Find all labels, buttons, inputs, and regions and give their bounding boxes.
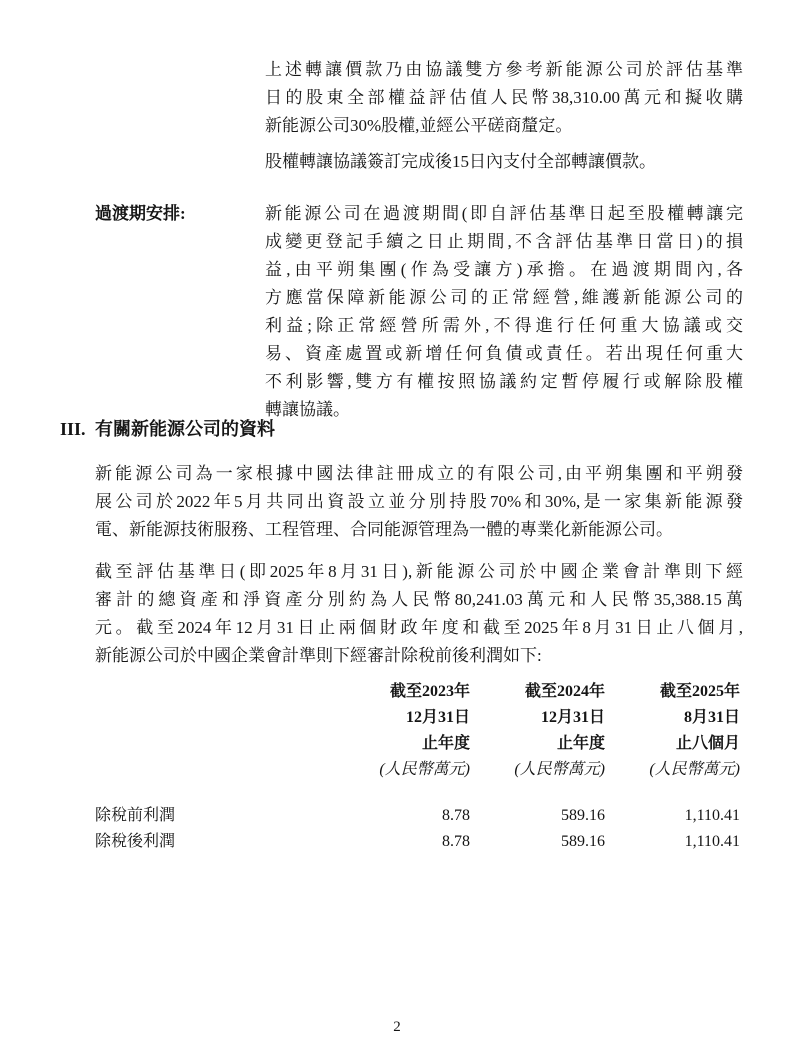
paragraph-line: 益,由平朔集團(作為受讓方)承擔。在過渡期間內,各 <box>265 260 743 279</box>
page-number: 2 <box>393 1019 401 1035</box>
header-line: 12月31日 <box>405 709 470 726</box>
section-title: 有關新能源公司的資料 <box>95 419 275 439</box>
table-row <box>95 803 740 829</box>
header-line: 截至2025年 <box>659 683 740 700</box>
table-header-spacer <box>95 679 335 783</box>
paragraph-line: 新能源公司30%股權,並經公平磋商釐定。 <box>265 116 573 135</box>
header-line: 12月31日 <box>540 709 605 726</box>
header-line: 截至2023年 <box>389 683 470 700</box>
paragraph-line: 股權轉讓協議簽訂完成後15日內支付全部轉讓價款。 <box>265 152 656 171</box>
table-header-2023 <box>335 679 470 783</box>
table-header-row <box>95 679 740 783</box>
header-line: 止年度 <box>421 735 470 752</box>
transition-period-label: 過渡期安排: <box>95 204 186 223</box>
row-value: 589.16 <box>561 807 605 824</box>
profit-table <box>95 679 740 855</box>
transition-period-paragraph <box>265 200 743 424</box>
header-line: 截至2024年 <box>524 683 605 700</box>
paragraph-line: 新能源公司在過渡期間(即自評估基準日起至股權轉讓完 <box>265 204 743 223</box>
header-unit: (人民幣萬元) <box>514 761 605 778</box>
row-label: 除稅後利潤 <box>95 833 176 850</box>
paragraph-line: 展公司於2022年5月共同出資設立並分別持股70%和30%,是一家集新能源發 <box>95 492 743 511</box>
paragraph-line: 轉讓協議。 <box>265 400 350 419</box>
header-unit: (人民幣萬元) <box>379 761 470 778</box>
row-value: 589.16 <box>561 833 605 850</box>
section-heading <box>60 415 275 443</box>
paragraph-line: 方應當保障新能源公司的正常經營,維護新能源公司的 <box>265 288 743 307</box>
header-unit: (人民幣萬元) <box>649 761 740 778</box>
row-value: 1,110.41 <box>684 807 740 824</box>
paragraph-line: 新能源公司於中國企業會計準則下經審計除稅前後利潤如下: <box>95 646 542 665</box>
paragraph-line: 新能源公司為一家根據中國法律註冊成立的有限公司,由平朔集團和平朔發 <box>95 464 743 483</box>
company-description-paragraph <box>95 460 743 544</box>
table-header-2025 <box>605 679 740 783</box>
row-value: 1,110.41 <box>684 833 740 850</box>
paragraph-line: 不利影響,雙方有權按照協議約定暫停履行或解除股權 <box>265 372 743 391</box>
paragraph-line: 易、資產處置或新增任何負債或責任。若出現任何重大 <box>265 344 743 363</box>
paragraph-line: 利益;除正常經營所需外,不得進行任何重大協議或交 <box>265 316 743 335</box>
header-line: 8月31日 <box>683 709 740 726</box>
table-header-2024 <box>470 679 605 783</box>
row-label: 除稅前利潤 <box>95 807 176 824</box>
row-value: 8.78 <box>442 833 470 850</box>
paragraph-line: 上述轉讓價款乃由協議雙方參考新能源公司於評估基準 <box>265 60 743 79</box>
paragraph-line: 電、新能源技術服務、工程管理、合同能源管理為一體的專業化新能源公司。 <box>95 520 673 539</box>
payment-terms-paragraph <box>265 148 743 176</box>
paragraph-line: 成變更登記手續之日止期間,不含評估基準日當日)的損 <box>265 232 743 251</box>
header-line: 止年度 <box>556 735 605 752</box>
transfer-price-paragraph <box>265 56 743 140</box>
paragraph-line: 截至評估基準日(即2025年8月31日),新能源公司於中國企業會計準則下經 <box>95 562 743 581</box>
section-numeral: III. <box>60 419 86 439</box>
header-line: 止八個月 <box>675 735 740 752</box>
paragraph-line: 元。截至2024年12月31日止兩個財政年度和截至2025年8月31日止八個月, <box>95 618 743 637</box>
row-value: 8.78 <box>442 807 470 824</box>
table-body <box>95 803 740 855</box>
table-row <box>95 829 740 855</box>
financials-intro-paragraph <box>95 558 743 670</box>
paragraph-line: 審計的總資產和淨資產分別約為人民幣80,241.03萬元和人民幣35,388.15萬 <box>95 590 743 609</box>
paragraph-line: 日的股東全部權益評估值人民幣38,310.00萬元和擬收購 <box>265 88 743 107</box>
